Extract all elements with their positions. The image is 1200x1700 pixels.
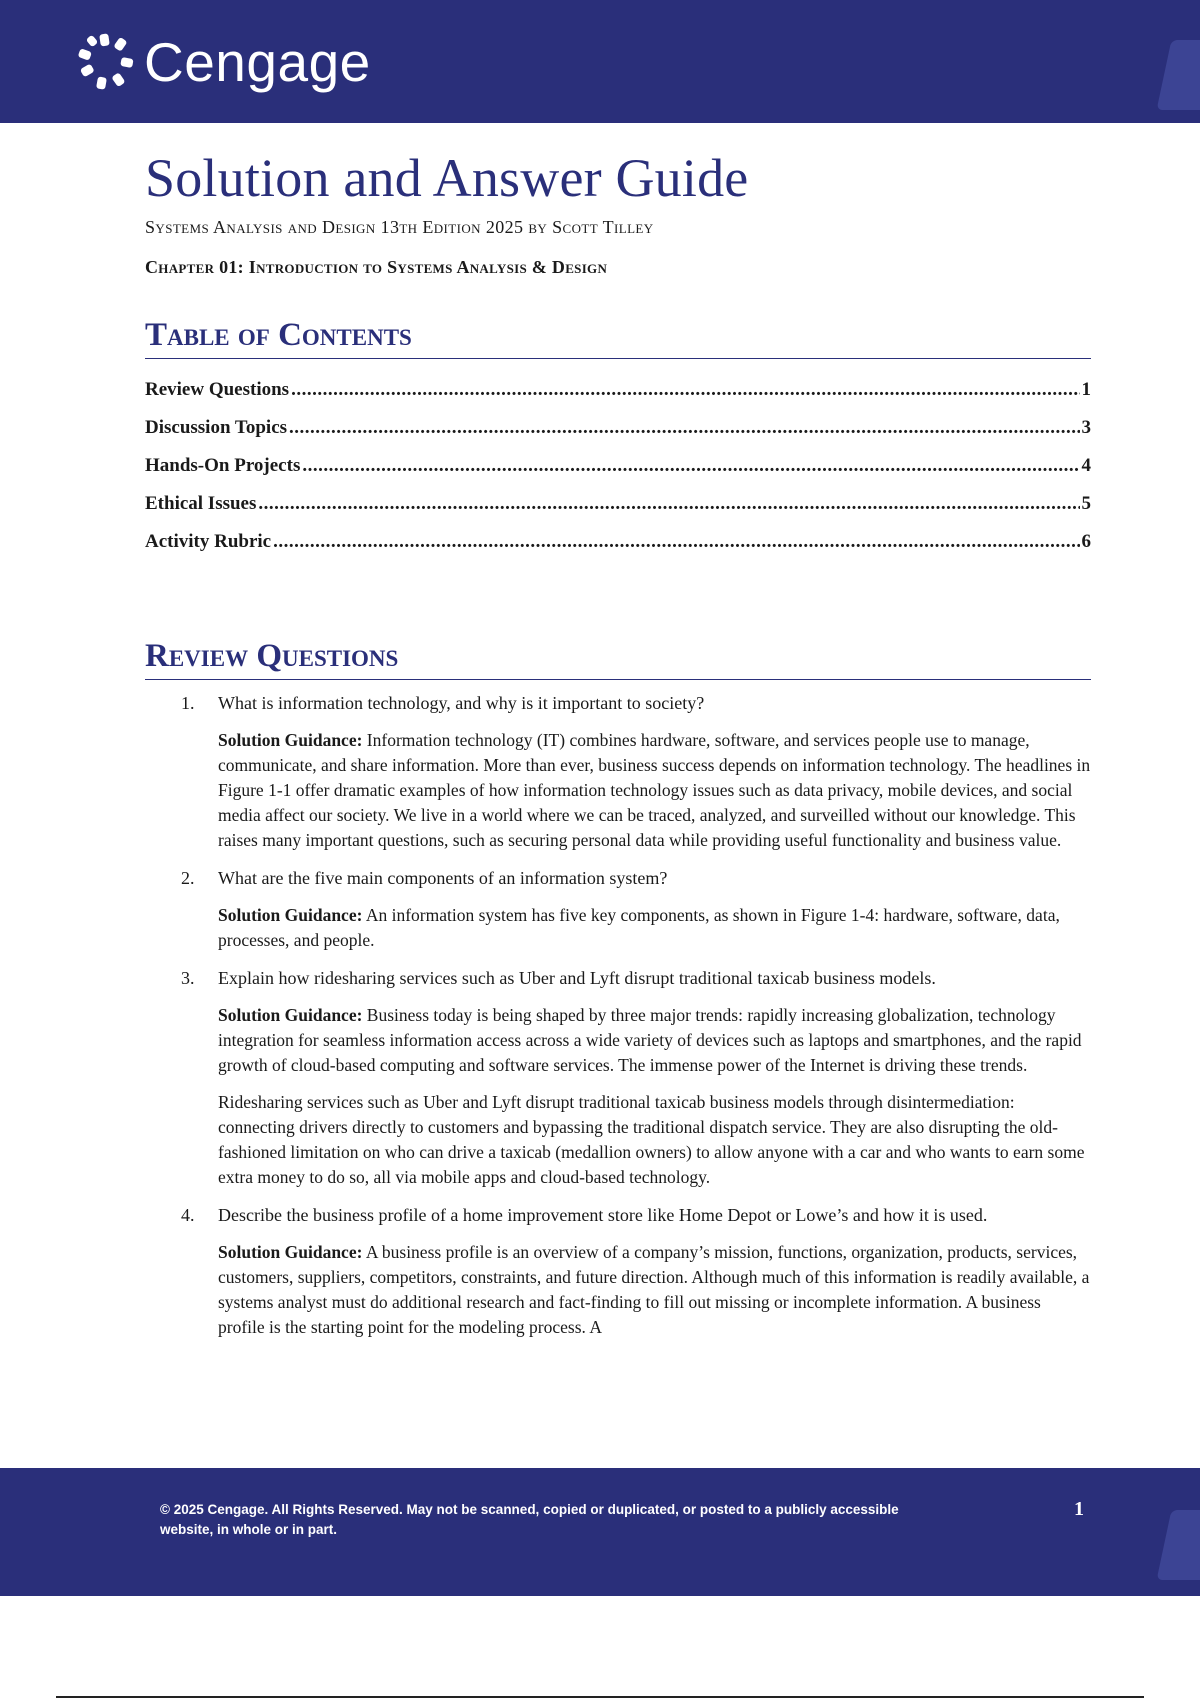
toc-leader-dots [302,447,1079,485]
toc-item-review-questions[interactable] [145,371,1091,409]
toc-heading: Table of Contents [145,314,1091,359]
document-subtitle: Systems Analysis and Design 13th Edition 2025 by Scott Tilley [145,217,654,237]
question-text: What are the five main components of an information system? [218,868,668,888]
review-questions-heading: Review Questions [145,635,1091,680]
toc-item-label: Hands-On Projects [145,455,301,476]
copyright-notice: © 2025 Cengage. All Rights Reserved. May not be scanned, copied or duplicated, or posted to a publicly accessible website, in whole or in part. [160,1502,899,1537]
document-body [145,140,1091,1340]
solution-guidance [218,903,1091,953]
guidance-label: Solution Guidance: [218,905,363,925]
guidance-text: An information system has five key components, as shown in Figure 1-4: hardware, software, data, processes, and people. [218,905,1060,950]
guidance-label: Solution Guidance: [218,730,363,750]
question-number: 2. [181,868,195,888]
toc-item-ethical-issues[interactable] [145,485,1091,523]
guidance-text: A business profile is an overview of a company’s mission, functions, organization, products, services, customers, suppliers, competitors, constraints, and future direction. Although much of this information is readily available, a systems analyst must do additional research and fact-finding to fill out missing or incomplete information. A business profile is the starting point for the modeling process. A [218,1242,1090,1337]
question-number: 1. [181,693,195,713]
guidance-text: Information technology (IT) combines hardware, software, and services people use to manage, communicate, and share information. More than ever, business success depends on information technology. The headlines in Figure 1-1 offer dramatic examples of how information technology issues such as data privacy, mobile devices, and social media affect our society. We live in a world where we can be traced, analyzed, and surveilled without our knowledge. This raises many important questions, such as securing personal data while providing useful functionality and business value. [218,730,1091,850]
brand-name: Cengage [144,31,371,93]
toc-item-page: 6 [1081,531,1091,552]
toc-item-label: Discussion Topics [145,417,288,438]
header-decoration [1157,40,1200,110]
toc-item-label: Ethical Issues [145,493,257,514]
cengage-burst-logo-icon [76,32,138,92]
toc-leader-dots [291,371,1079,409]
toc-leader-dots [273,523,1079,561]
question-number: 4. [181,1205,195,1225]
solution-guidance [218,1003,1091,1078]
toc-item-hands-on-projects[interactable] [145,447,1091,485]
toc-item-page: 1 [1081,379,1091,400]
header-band [0,0,1200,123]
brand-logo [76,32,371,92]
toc-item-page: 3 [1081,417,1091,438]
toc-item-activity-rubric[interactable] [145,523,1091,561]
toc-item-page: 4 [1081,455,1091,476]
toc-item-page: 5 [1081,493,1091,514]
question-number: 3. [181,968,195,988]
page-bottom-rule [56,1696,1144,1698]
footer-band [0,1468,1200,1596]
solution-guidance [218,728,1091,853]
toc-item-discussion-topics[interactable] [145,409,1091,447]
guidance-extra-paragraph: Ridesharing services such as Uber and Lyft disrupt traditional taxicab business models through disintermediation: connecting drivers directly to customers and bypassing the traditional dispatch service. They are also disrupting the old-fashioned limitation on who can drive a taxicab (medallion owners) to allow anyone with a car and who wants to earn some extra money to do so, all via mobile apps and cloud-based technology. [218,1092,1085,1187]
question-item [145,690,1091,853]
question-text: What is information technology, and why is it important to society? [218,693,705,713]
toc-item-label: Review Questions [145,379,290,400]
question-item [145,965,1091,1190]
toc-leader-dots [289,409,1079,447]
page-number: 1 [1074,1498,1084,1520]
document-title: Solution and Answer Guide [145,148,749,208]
guidance-label: Solution Guidance: [218,1005,363,1025]
review-questions-list [145,690,1091,1340]
guidance-text: Business today is being shaped by three major trends: rapidly increasing globalization, technology integration for seamless information access across a wide variety of devices such as laptops and smartphones, and the rapid growth of cloud-based computing and software services. The immense power of the Internet is driving these trends. [218,1005,1082,1075]
solution-guidance [218,1240,1091,1340]
question-item [145,865,1091,953]
footer-decoration [1157,1510,1200,1580]
toc-leader-dots [258,485,1079,523]
question-text: Describe the business profile of a home improvement store like Home Depot or Lowe’s and how it is used. [218,1205,988,1225]
chapter-heading: Chapter 01: Introduction to Systems Analysis & Design [145,257,608,277]
question-text: Explain how ridesharing services such as Uber and Lyft disrupt traditional taxicab business models. [218,968,936,988]
toc-item-label: Activity Rubric [145,531,272,552]
table-of-contents [145,371,1091,561]
question-item [145,1202,1091,1340]
guidance-label: Solution Guidance: [218,1242,363,1262]
